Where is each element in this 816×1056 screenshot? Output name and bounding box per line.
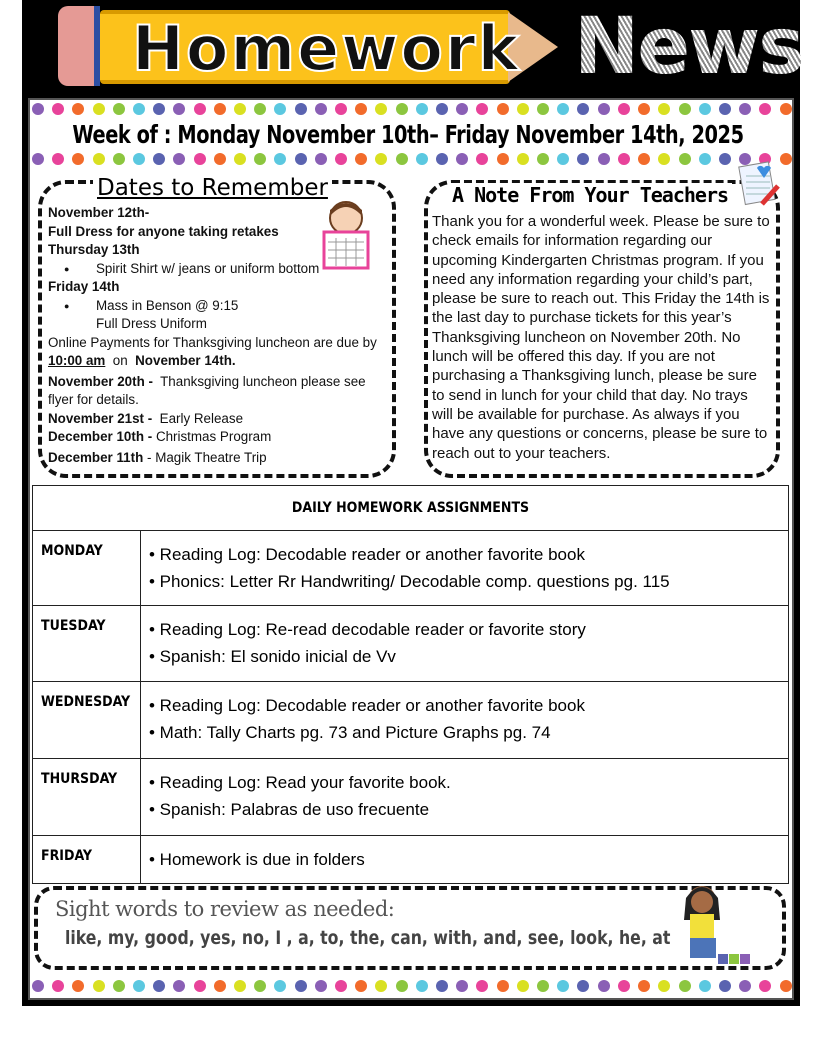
dot [133,103,145,115]
dot [679,980,691,992]
notepad-pencil-icon [738,160,780,208]
task: • Homework is due in folders [149,850,365,869]
dot [315,980,327,992]
dot [658,103,670,115]
dot [679,103,691,115]
dot [719,103,731,115]
dot [739,103,751,115]
dot [679,153,691,165]
dot [537,103,549,115]
date-item: November 20th - Thanksgiving luncheon please see flyer for details. [48,373,366,407]
dot-border-top [32,103,792,117]
dot [355,153,367,165]
dot [759,103,771,115]
dot [153,103,165,115]
task: • Math: Tally Charts pg. 73 and Picture Graphs pg. 74 [149,723,551,742]
date-item: November 12th- [48,205,150,220]
dot [133,980,145,992]
task: • Reading Log: Decodable reader or another favorite book [149,696,585,715]
dot [335,153,347,165]
dot [517,103,529,115]
date-item: Thursday 13th [48,242,140,257]
task: • Phonics: Letter Rr Handwriting/ Decodable comp. questions pg. 115 [149,572,670,591]
dot [234,153,246,165]
sight-words-list: like, my, good, yes, no, I , a, to, the, can, with, and, see, look, he, at [65,927,671,949]
dot [153,153,165,165]
dot [719,153,731,165]
homework-table [32,485,789,884]
dot [598,153,610,165]
dot [759,980,771,992]
dot [72,103,84,115]
dot [497,103,509,115]
dot [295,103,307,115]
dot [254,980,266,992]
dot [658,153,670,165]
dot [618,103,630,115]
dot [476,103,488,115]
dot [295,153,307,165]
header-banner [22,0,803,95]
dot [780,153,792,165]
dot [416,153,428,165]
dot [355,980,367,992]
date-item: December 11th - Magik Theatre Trip [48,449,267,465]
dot [113,980,125,992]
dot [780,980,792,992]
pencil-eraser-icon [58,6,100,86]
table-row [33,682,789,759]
week-of-heading: Week of : Monday November 10th– Friday November 14th, 2025 [72,120,744,149]
dot [355,103,367,115]
dot [456,103,468,115]
date-item: November 21st - Early Release [48,410,244,426]
dot [719,980,731,992]
dot [456,980,468,992]
dot [274,103,286,115]
dot [113,153,125,165]
date-bullet: ● Spirit Shirt w/ jeans or uniform bottom [48,260,388,279]
date-item: December 10th - Christmas Program [48,429,272,444]
dot [517,980,529,992]
dot [335,980,347,992]
dot [436,980,448,992]
teacher-note-title: A Note From Your Teachers [448,183,732,207]
dot [93,103,105,115]
day-label: MONDAY [33,531,141,606]
dot [598,103,610,115]
task: • Reading Log: Decodable reader or another favorite book [149,545,585,564]
dot [517,153,529,165]
dates-list [48,204,388,467]
dot [577,153,589,165]
day-label: THURSDAY [33,759,141,836]
day-label: WEDNESDAY [33,682,141,759]
homework-table-header: DAILY HOMEWORK ASSIGNMENTS [33,486,789,531]
dot [436,153,448,165]
dot [194,103,206,115]
date-bullet-cont: Full Dress Uniform [96,316,207,331]
dot [476,980,488,992]
dot [396,103,408,115]
dot [375,103,387,115]
dot [52,980,64,992]
dot [557,980,569,992]
date-item: Online Payments for Thanksgiving luncheon are due by 10:00 am on November 14th. [48,334,377,368]
sight-words-title: Sight words to review as needed: [55,897,395,921]
dot [537,153,549,165]
dot [254,103,266,115]
dot [315,103,327,115]
dot [618,980,630,992]
date-bullet: ● Mass in Benson @ 9:15 [48,297,388,316]
dot [315,153,327,165]
dot [295,980,307,992]
dot [780,103,792,115]
dot [658,980,670,992]
table-row [33,836,789,884]
dot [396,980,408,992]
task: • Reading Log: Read your favorite book. [149,773,451,792]
dot [577,103,589,115]
dot-border-bottom [32,980,792,994]
dot [699,153,711,165]
dot [274,153,286,165]
dot [173,980,185,992]
dot [396,153,408,165]
dot [638,980,650,992]
dot [173,103,185,115]
dot [113,103,125,115]
dot [214,103,226,115]
dot [32,980,44,992]
dot [214,980,226,992]
dot-border-middle [32,153,792,167]
dot [436,103,448,115]
dot [335,103,347,115]
dot [456,153,468,165]
dot [72,153,84,165]
dot [416,103,428,115]
dot [618,153,630,165]
title-news: News [574,2,803,92]
dot [153,980,165,992]
dot [598,980,610,992]
dates-title: Dates to Remember [93,175,332,201]
dot [638,153,650,165]
dot [375,153,387,165]
dot [72,980,84,992]
dot [32,153,44,165]
dot [194,980,206,992]
dot [234,103,246,115]
dot [173,153,185,165]
teacher-note-text: Thank you for a wonderful week. Please be sure to check emails for information regarding our upcoming Kindergarten Christmas program. If you need any information regarding your child’s part, please be sure to reach out. This Friday the 14th is the last day to purchase tickets for this year’s Thanksgiving luncheon on November 20th. No lunch will be offered this day. If you are not purchasing a Thanksgiving lunch, please be sure to send in lunch for your child that day. No trays will be available for purchase. As always if you have any questions or concerns, please be sure to reach out to your teachers. [432,213,770,462]
task: • Reading Log: Re-read decodable reader or favorite story [149,620,586,639]
dot [375,980,387,992]
dot [52,103,64,115]
dot [537,980,549,992]
dot [699,980,711,992]
dot [254,153,266,165]
dot [739,980,751,992]
task: • Spanish: Palabras de uso frecuente [149,800,430,819]
dot [274,980,286,992]
dot [577,980,589,992]
date-item: Friday 14th [48,279,120,294]
table-row [33,531,789,606]
child-blocks-icon [672,880,762,966]
dot [52,153,64,165]
dot [93,980,105,992]
dot [32,103,44,115]
dot [476,153,488,165]
dot [214,153,226,165]
day-label: TUESDAY [33,606,141,682]
day-label: FRIDAY [33,836,141,884]
dot [194,153,206,165]
dot [557,153,569,165]
dot [699,103,711,115]
dot [638,103,650,115]
dot [234,980,246,992]
date-item: Full Dress for anyone taking retakes [48,223,279,239]
title-homework: Homework [132,12,521,85]
dot [557,103,569,115]
table-row [33,606,789,682]
dot [416,980,428,992]
task: • Spanish: El sonido inicial de Vv [149,647,396,666]
dot [497,980,509,992]
dot [133,153,145,165]
dot [497,153,509,165]
table-row [33,759,789,836]
dot [93,153,105,165]
